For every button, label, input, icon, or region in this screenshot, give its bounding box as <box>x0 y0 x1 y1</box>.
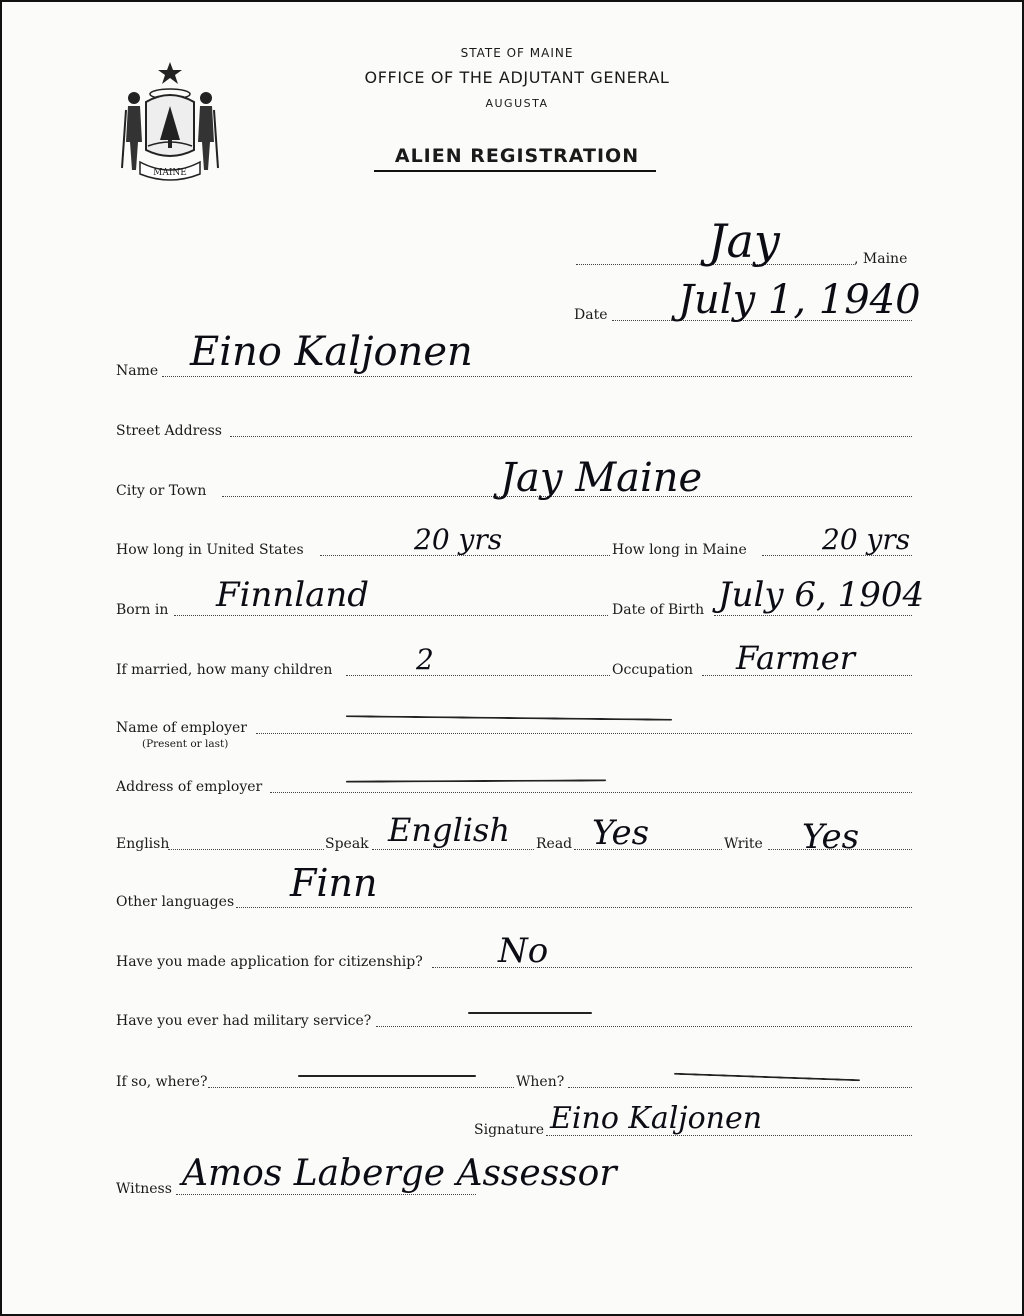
citizenship-label: Have you made application for citizenship? <box>116 954 423 970</box>
employer-line <box>256 733 912 734</box>
read-label: Read <box>536 836 573 852</box>
read-entry: Yes <box>592 813 650 853</box>
other-languages-line <box>236 907 912 908</box>
name-entry: Eino Kaljonen <box>190 329 473 375</box>
employer-address-label: Address of employer <box>116 779 263 795</box>
witness-line <box>176 1194 476 1195</box>
children-line <box>346 675 610 676</box>
city-entry: Jay Maine <box>500 455 703 501</box>
employer-address-dash-stroke <box>346 779 606 782</box>
speak-label: Speak <box>325 836 369 852</box>
write-entry: Yes <box>802 817 860 857</box>
city-label: City or Town <box>116 483 207 499</box>
signature-entry: Eino Kaljonen <box>550 1101 763 1136</box>
date-of-birth-entry: July 6, 1904 <box>718 575 925 615</box>
form-title: ALIEN REGISTRATION <box>394 145 640 167</box>
employer-label: Name of employer <box>116 720 247 736</box>
citizenship-entry: No <box>498 931 549 971</box>
town-entry: Jay <box>708 214 780 268</box>
born-in-entry: Finnland <box>216 575 370 615</box>
military-dash-stroke <box>468 1012 592 1014</box>
when-dash-stroke <box>674 1073 860 1081</box>
other-languages-entry: Finn <box>290 861 378 905</box>
occupation-label: Occupation <box>612 662 694 678</box>
speak-entry: English <box>388 811 510 849</box>
where-label: If so, where? <box>116 1074 208 1090</box>
born-in-line <box>174 615 608 616</box>
date-label: Date <box>574 307 608 323</box>
when-line <box>568 1087 912 1088</box>
speak-line <box>372 849 534 850</box>
name-label: Name <box>116 363 159 379</box>
other-languages-label: Other languages <box>116 894 235 910</box>
employer-address-line <box>270 792 912 793</box>
date-of-birth-label: Date of Birth <box>612 602 705 618</box>
signature-label: Signature <box>474 1122 545 1138</box>
how-long-maine-entry: 20 yrs <box>822 523 911 556</box>
employer-sublabel: (Present or last) <box>142 738 229 750</box>
write-label: Write <box>724 836 763 852</box>
english-label: English <box>116 836 170 852</box>
where-dash-stroke <box>298 1075 476 1077</box>
when-label: When? <box>516 1074 565 1090</box>
witness-label: Witness <box>116 1181 172 1197</box>
english-line <box>168 849 324 850</box>
state-heading: STATE OF MAINE <box>460 46 574 60</box>
occupation-entry: Farmer <box>736 639 855 677</box>
military-label: Have you ever had military service? <box>116 1013 372 1029</box>
office-heading: OFFICE OF THE ADJUTANT GENERAL <box>364 68 670 87</box>
children-entry: 2 <box>416 643 434 676</box>
born-in-label: Born in <box>116 602 169 618</box>
street-address-line <box>230 436 912 437</box>
how-long-us-label: How long in United States <box>116 542 304 558</box>
where-line <box>208 1087 514 1088</box>
how-long-us-entry: 20 yrs <box>414 523 503 556</box>
city-heading: AUGUSTA <box>485 97 549 110</box>
witness-entry: Amos Laberge Assessor <box>182 1153 617 1194</box>
seal-banner-text: MAINE <box>153 168 187 178</box>
children-label: If married, how many children <box>116 662 333 678</box>
how-long-maine-label: How long in Maine <box>612 542 747 558</box>
state-seal-icon <box>118 58 222 184</box>
maine-suffix-label: , Maine <box>854 251 908 267</box>
military-line <box>376 1026 912 1027</box>
employer-dash-stroke <box>346 715 672 720</box>
name-line <box>162 376 912 377</box>
street-address-label: Street Address <box>116 423 222 439</box>
date-of-birth-line <box>714 615 912 616</box>
date-entry: July 1, 1940 <box>678 277 921 323</box>
title-underline <box>374 170 656 172</box>
